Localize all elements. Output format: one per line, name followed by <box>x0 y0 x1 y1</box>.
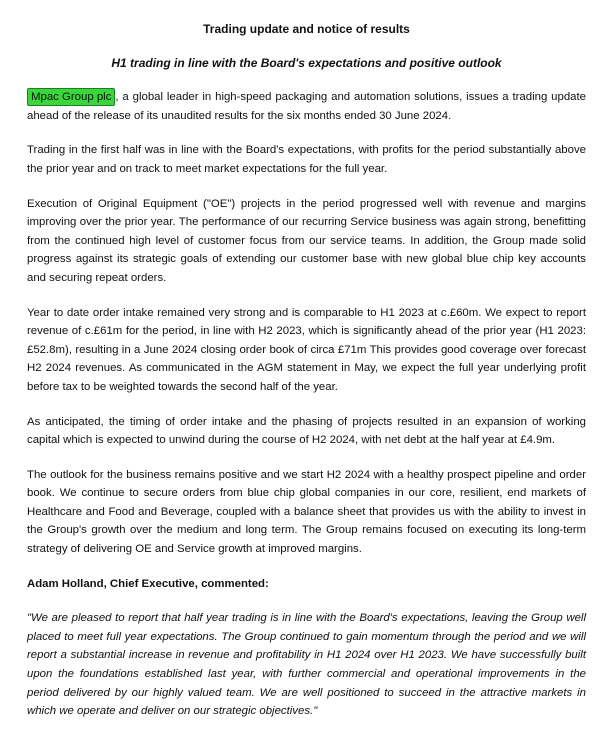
working-capital-paragraph: As anticipated, the timing of order intake and the phasing of projects resulted in an expansion of working capital which is expected to unwind during the course of H2 2024, with net debt at the half year at £4.9m. <box>27 415 586 447</box>
order-intake-paragraph: Year to date order intake remained very strong and is comparable to H1 2023 at c.£60m. We expect to report revenue of c.£61m for the period, in line with H2 2023, which is significantly ahead of the prior year (H1 2023: £52.8m), resulting in a June 2024 closing order book of circa £71m This provides good coverage over forecast H2 2024 revenues. As communicated in the AGM statement in May, we expect the full year underlying profit before tax to be weighted towards the second half of the year. <box>27 306 586 393</box>
intro-text: , a global leader in high-speed packaging and automation solutions, issues a trading update ahead of the release of its unaudited results for the six months ended 30 June 2024. <box>27 91 586 122</box>
execution-paragraph: Execution of Original Equipment ("OE") projects in the period progressed well with revenue and margins improving over the prior year. The performance of our recurring Service business was again strong, benefitting from the continued high level of customer focus from our service teams. In addition, the Group made solid progress against its strategic goals of extending our customer base with new global blue chip key accounts and securing repeat orders. <box>27 197 586 284</box>
company-name-chip[interactable]: Mpac Group plc <box>27 88 115 106</box>
intro-paragraph <box>27 88 586 125</box>
trading-paragraph: Trading in the first half was in line with the Board's expectations, with profits for the period substantially above the prior year and on track to meet market expectations for the full year. <box>27 144 586 175</box>
quote-heading: Adam Holland, Chief Executive, commented: <box>27 577 269 590</box>
outlook-paragraph: The outlook for the business remains positive and we start H2 2024 with a healthy prospect pipeline and order book. We continue to secure orders from blue chip global companies in our core, resilient, end markets of Healthcare and Food and Beverage, coupled with a balance sheet that provides us with the ability to invest in the Group's growth over the medium and long term. The Group remains focused on executing its long-term strategy of delivering OE and Service growth at improved margins. <box>27 468 586 556</box>
document-subtitle: H1 trading in line with the Board's expectations and positive outlook <box>111 55 502 70</box>
ceo-quote: "We are pleased to report that half year trading is in line with the Board's expectations, leaving the Group well placed to meet full year expectations. The Group continued to gain momentum through the period and we will report a substantial increase in revenue and profitability in H1 2024 over H1 2023. We have successfully built upon the foundations established last year, with further commercial and operational improvements in the period delivered by our highly valued team. We are well positioned to succeed in the attractive markets in which we operate and deliver on our strategic objectives." <box>27 612 586 718</box>
document-title: Trading update and notice of results <box>203 22 410 36</box>
